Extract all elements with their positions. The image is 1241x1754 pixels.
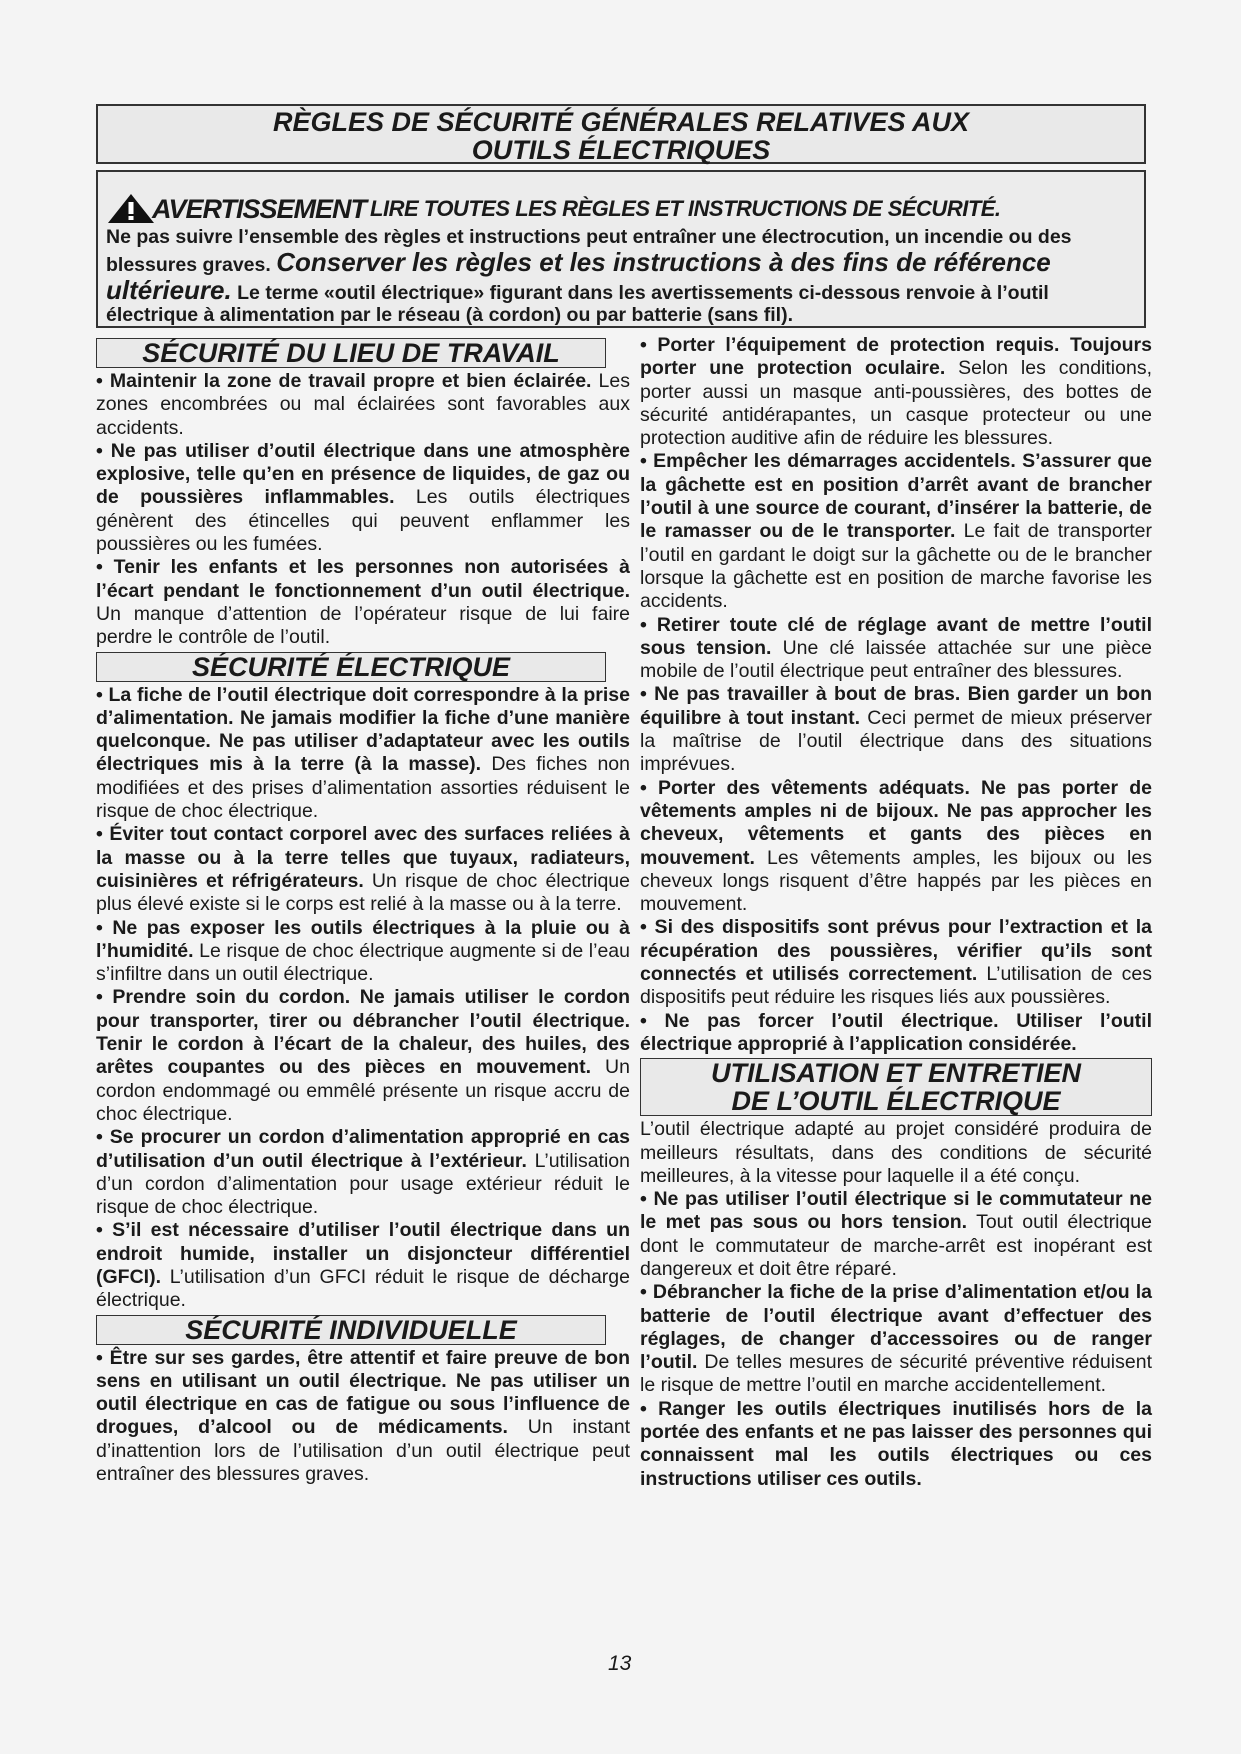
main-title-line2: OUTILS ÉLECTRIQUES	[471, 135, 771, 165]
warning-text2: Le terme «outil électrique» figurant dans les avertissements ci-dessous renvoie à l’outil électrique à alimentation par le réseau (à cordon) ou par batterie (sans fil).	[106, 282, 1049, 326]
list-item	[640, 1281, 1152, 1397]
section-heading-use-care-line2: DE L’OUTIL ÉLECTRIQUE	[731, 1086, 1061, 1117]
main-title-line1: RÈGLES DE SÉCURITÉ GÉNÉRALES RELATIVES AUX	[272, 107, 970, 137]
item-text: Une clé laissée attachée sur une pièce mobile de l’outil électrique peut entraîner des blessures.	[640, 636, 1153, 683]
item-text: Les outils électriques génèrent des étincelles qui peuvent enflammer les poussières ou les fumées.	[96, 486, 630, 556]
item-bold: • S’il est nécessaire d’utiliser l’outil électrique dans un endroit humide, installer un disjoncteur différentiel (GFCI).	[96, 1219, 630, 1288]
warning-word: AVERTISSEMENT	[152, 194, 367, 224]
warning-box	[96, 170, 1146, 328]
item-bold: • Empêcher les démarrages accidentels. S’assurer que la gâchette est en position d’arrêt avant de brancher l’outil à une source de courant, d’insérer la batterie, de le ramasser ou de le transporter.	[640, 450, 1152, 543]
list-item	[96, 823, 630, 916]
list-item	[96, 1126, 630, 1219]
item-text: Tout outil électrique dont le commutateur de marche-arrêt est inopérant est dangereux et doit être réparé.	[640, 1211, 1152, 1280]
item-bold: • Porter des vêtements adéquats. Ne pas porter de vêtements amples ni de bijoux. Ne pas approcher les cheveux, vêtements et gants des pièces en mouvement.	[640, 776, 1152, 869]
section-heading-use-care-line1: UTILISATION ET ENTRETIEN	[711, 1058, 1081, 1089]
warning-body	[106, 226, 1136, 326]
section-heading-electrical: SÉCURITÉ ÉLECTRIQUE	[96, 652, 606, 682]
warning-text1: Ne pas suivre l’ensemble des règles et instructions peut entraîner une électrocution, un incendie ou des blessures graves.	[106, 226, 1072, 276]
warning-header	[106, 192, 1136, 224]
item-text: Le fait de transporter l’outil en gardant le doigt sur la gâchette ou de le brancher lorsque la gâchette est en position de marche favorise les accidents.	[640, 520, 1152, 613]
item-bold: • Porter l’équipement de protection requis. Toujours porter une protection oculaire.	[640, 334, 1152, 380]
list-item	[640, 1188, 1152, 1281]
item-bold: • Ne pas forcer l’outil électrique. Utiliser l’outil électrique approprié à l’application considérée.	[640, 1009, 1152, 1055]
item-bold: • Tenir les enfants et les personnes non autorisées à l’écart pendant le fonctionnement d’un outil électrique.	[96, 556, 630, 602]
item-bold: • Si des dispositifs sont prévus pour l’extraction et la récupération des poussières, vérifier qu’ils sont connectés et utilisés correctement.	[640, 916, 1152, 986]
list-item	[640, 334, 1152, 450]
item-bold: • Prendre soin du cordon. Ne jamais utiliser le cordon pour transporter, tirer ou débrancher l’outil électrique. Tenir le cordon à l’écart de la chaleur, des huiles, des arêtes coupantes ou des pièces en mouvement.	[96, 986, 630, 1079]
item-text: Selon les conditions, porter aussi un masque anti-poussières, des bottes de sécurité antidérapantes, un casque protecteur ou une protection auditive afin de réduire les blessures.	[640, 357, 1152, 450]
item-bold: • Maintenir la zone de travail propre et bien éclairée.	[96, 370, 592, 392]
use-care-intro: L’outil électrique adapté au projet considéré produira de meilleurs résultats, dans des conditions de sécurité meilleures, à la vitesse pour laquelle il a été conçu.	[640, 1118, 1152, 1187]
item-text: Un cordon endommagé ou emmêlé présente un risque accru de choc électrique.	[96, 1056, 630, 1125]
item-text: Ceci permet de mieux préserver la maîtrise de l’outil électrique dans des situations imprévues.	[640, 706, 1152, 776]
item-bold: • Débrancher la fiche de la prise d’alimentation et/ou la batterie de l’outil électrique avant d’effectuer des réglages, de changer d’accessoires ou de ranger l’outil.	[640, 1281, 1152, 1374]
page-number: 13	[608, 1652, 632, 1675]
item-text: Un risque de choc électrique plus élevé existe si le corps est relié à la masse ou à la terre.	[96, 869, 630, 916]
list-item	[96, 556, 630, 649]
list-item	[640, 1398, 1152, 1491]
item-text: Les vêtements amples, les bijoux ou les cheveux longs risquent d’être happés par les pièces en mouvement.	[640, 846, 1152, 916]
item-bold: • Se procurer un cordon d’alimentation approprié en cas d’utilisation d’un outil électrique à l’extérieur.	[96, 1126, 630, 1172]
main-title-box	[96, 104, 1146, 164]
item-text: L’utilisation d’un GFCI réduit le risque de décharge électrique.	[96, 1265, 630, 1312]
item-bold: • Retirer toute clé de réglage avant de mettre l’outil sous tension.	[640, 613, 1152, 659]
list-item	[96, 370, 630, 440]
section-heading-use-care	[640, 1058, 1152, 1116]
warning-headline: LIRE TOUTES LES RÈGLES ET INSTRUCTIONS DE SÉCURITÉ.	[370, 196, 1001, 221]
warning-triangle-icon	[106, 192, 156, 224]
item-text: Un instant d’inattention lors de l’utilisation d’un outil électrique peut entraîner des blessures graves.	[96, 1416, 631, 1486]
item-bold: • Éviter tout contact corporel avec des surfaces reliées à la masse ou à la terre telles que tuyaux, radiateurs, cuisinières et réfrigérateurs.	[96, 823, 630, 892]
warning-conserve: Conserver les règles et les instructions à des fins de référence ultérieure.	[106, 247, 1051, 305]
section-heading-work-area: SÉCURITÉ DU LIEU DE TRAVAIL	[96, 338, 606, 368]
item-bold: • Ne pas utiliser d’outil électrique dans une atmosphère explosive, telle qu’en en présence de liquides, de gaz ou de poussières inflammables.	[96, 439, 630, 509]
item-bold: • Ne pas exposer les outils électriques à la pluie ou à l’humidité.	[96, 916, 630, 962]
item-bold: • La fiche de l’outil électrique doit correspondre à la prise d’alimentation. Ne jamais modifier la fiche d’une manière quelconque. Ne pas utiliser d’adaptateur avec les outils électriques mis à la terre (à la masse).	[96, 683, 630, 776]
list-item	[96, 986, 630, 1126]
right-column	[640, 334, 1152, 1491]
item-bold: • Ranger les outils électriques inutilisés hors de la portée des enfants et ne pas laisser des personnes qui connaissent mal les outils électriques ou ces instructions utiliser ces outils.	[640, 1397, 1152, 1490]
item-text: Le risque de choc électrique augmente si de l’eau s’infiltre dans un outil électrique.	[96, 939, 630, 986]
item-text: Un manque d’attention de l’opérateur risque de lui faire perdre le contrôle de l’outil.	[96, 602, 630, 649]
list-item	[96, 1347, 630, 1487]
item-text: L’utilisation d’un cordon d’alimentation pour usage extérieur réduit le risque de choc électrique.	[96, 1149, 630, 1219]
list-item	[640, 450, 1152, 613]
list-item	[640, 1010, 1152, 1057]
left-column	[96, 336, 630, 1486]
list-item	[96, 1219, 630, 1312]
item-bold: • Ne pas utiliser l’outil électrique si le commutateur ne le met pas sous ou hors tension.	[640, 1188, 1152, 1234]
list-item	[96, 917, 630, 987]
item-text: Les zones encombrées ou mal éclairées sont favorables aux accidents.	[96, 370, 630, 439]
item-text: Des fiches non modifiées et des prises d’alimentation assorties réduisent le risque de choc électrique.	[96, 753, 631, 823]
list-item	[96, 440, 630, 556]
item-bold: • Ne pas travailler à bout de bras. Bien garder un bon équilibre à tout instant.	[640, 683, 1152, 729]
list-item	[640, 777, 1152, 917]
item-bold: • Être sur ses gardes, être attentif et faire preuve de bon sens en utilisant un outil électrique. Ne pas utiliser un outil électrique en cas de fatigue ou sous l’influence de drogues, d’alcool ou de médicaments.	[96, 1346, 630, 1439]
list-item	[640, 683, 1152, 776]
item-text: L’utilisation de ces dispositifs peut réduire les risques liés aux poussières.	[640, 963, 1152, 1009]
list-item	[640, 916, 1152, 1009]
section-heading-personal: SÉCURITÉ INDIVIDUELLE	[96, 1315, 606, 1345]
list-item	[640, 614, 1152, 684]
list-item	[96, 684, 630, 824]
item-text: De telles mesures de sécurité préventive réduisent le risque de mettre l’outil en marche accidentellement.	[640, 1351, 1152, 1397]
